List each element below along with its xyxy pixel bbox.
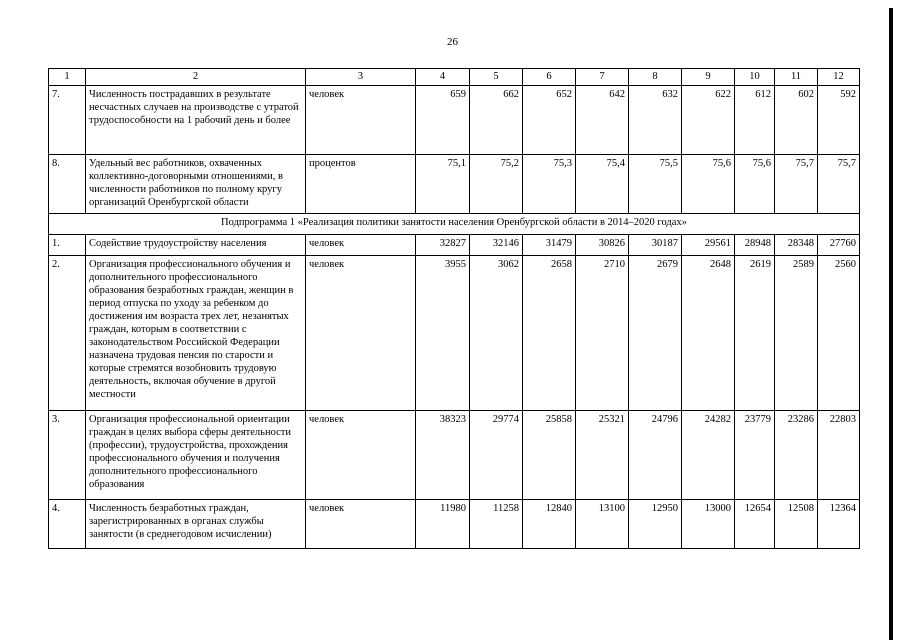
column-number-row: [49, 69, 860, 86]
unit: человек: [306, 411, 416, 500]
indicator-name: Численность безработных граждан, зарегистрированных в органах службы занятости (в среднегодовом исчислении): [86, 500, 306, 549]
value-cell: 24796: [629, 411, 682, 500]
value-cell: 12508: [775, 500, 818, 549]
value-cell: 659: [416, 86, 470, 155]
subprogram-header-row: [49, 214, 860, 235]
row-number: 2.: [49, 256, 86, 411]
value-cell: 3955: [416, 256, 470, 411]
value-cell: 2560: [818, 256, 860, 411]
value-cell: 632: [629, 86, 682, 155]
row-number: 7.: [49, 86, 86, 155]
unit: человек: [306, 500, 416, 549]
column-number: 1: [49, 69, 86, 86]
column-number: 11: [775, 69, 818, 86]
value-cell: 75,5: [629, 155, 682, 214]
value-cell: 24282: [682, 411, 735, 500]
value-cell: 23779: [735, 411, 775, 500]
subprogram-title: Подпрограмма 1 «Реализация политики занятости населения Оренбургской области в 2014–2020 годах»: [49, 214, 860, 235]
table-row: [49, 235, 860, 256]
value-cell: 75,4: [576, 155, 629, 214]
column-number: 3: [306, 69, 416, 86]
indicator-name: Удельный вес работников, охваченных коллективно-договорными отношениями, в численности работников по полному кругу организаций Оренбургской области: [86, 155, 306, 214]
value-cell: 602: [775, 86, 818, 155]
value-cell: 29561: [682, 235, 735, 256]
value-cell: 652: [523, 86, 576, 155]
indicators-table: [48, 68, 860, 549]
value-cell: 612: [735, 86, 775, 155]
value-cell: 662: [470, 86, 523, 155]
value-cell: 12840: [523, 500, 576, 549]
indicator-name: Организация профессиональной ориентации граждан в целях выбора сферы деятельности (профессии), трудоустройства, прохождения профессионального обучения и получения дополнительного профессионального образования: [86, 411, 306, 500]
value-cell: 11980: [416, 500, 470, 549]
value-cell: 2589: [775, 256, 818, 411]
value-cell: 30187: [629, 235, 682, 256]
value-cell: 642: [576, 86, 629, 155]
unit: человек: [306, 256, 416, 411]
value-cell: 25321: [576, 411, 629, 500]
value-cell: 31479: [523, 235, 576, 256]
value-cell: 75,6: [735, 155, 775, 214]
value-cell: 2619: [735, 256, 775, 411]
column-number: 10: [735, 69, 775, 86]
value-cell: 75,2: [470, 155, 523, 214]
unit: человек: [306, 235, 416, 256]
value-cell: 25858: [523, 411, 576, 500]
value-cell: 2679: [629, 256, 682, 411]
value-cell: 622: [682, 86, 735, 155]
row-number: 4.: [49, 500, 86, 549]
unit: человек: [306, 86, 416, 155]
value-cell: 2658: [523, 256, 576, 411]
column-number: 4: [416, 69, 470, 86]
value-cell: 13000: [682, 500, 735, 549]
value-cell: 32827: [416, 235, 470, 256]
value-cell: 30826: [576, 235, 629, 256]
value-cell: 12364: [818, 500, 860, 549]
indicator-name: Организация профессионального обучения и дополнительного профессионального образования безработных граждан, женщин в период отпуска по уходу за ребенком до достижения им возраста трех лет, незанятых граждан, которым в соответствии с законодательством Российской Федерации назначена трудовая пенсия по старости и которые стремятся возобновить трудовую деятельность, включая обучение в другой местности: [86, 256, 306, 411]
column-number: 7: [576, 69, 629, 86]
value-cell: 38323: [416, 411, 470, 500]
page-edge: [889, 8, 893, 640]
value-cell: 28948: [735, 235, 775, 256]
value-cell: 22803: [818, 411, 860, 500]
row-number: 3.: [49, 411, 86, 500]
column-number: 9: [682, 69, 735, 86]
value-cell: 12950: [629, 500, 682, 549]
column-number: 2: [86, 69, 306, 86]
column-number: 6: [523, 69, 576, 86]
value-cell: 28348: [775, 235, 818, 256]
column-number: 12: [818, 69, 860, 86]
value-cell: 32146: [470, 235, 523, 256]
column-number: 8: [629, 69, 682, 86]
column-number: 5: [470, 69, 523, 86]
indicator-name: Численность пострадавших в результате несчастных случаев на производстве с утратой трудоспособности на 1 рабочий день и более: [86, 86, 306, 155]
value-cell: 75,3: [523, 155, 576, 214]
table-row: [49, 155, 860, 214]
value-cell: 75,1: [416, 155, 470, 214]
value-cell: 75,7: [775, 155, 818, 214]
value-cell: 12654: [735, 500, 775, 549]
value-cell: 75,7: [818, 155, 860, 214]
value-cell: 27760: [818, 235, 860, 256]
row-number: 8.: [49, 155, 86, 214]
value-cell: 23286: [775, 411, 818, 500]
table-row: [49, 411, 860, 500]
row-number: 1.: [49, 235, 86, 256]
value-cell: 75,6: [682, 155, 735, 214]
value-cell: 592: [818, 86, 860, 155]
value-cell: 3062: [470, 256, 523, 411]
table-row: [49, 86, 860, 155]
value-cell: 29774: [470, 411, 523, 500]
table-row: [49, 256, 860, 411]
unit: процентов: [306, 155, 416, 214]
value-cell: 11258: [470, 500, 523, 549]
indicator-name: Содействие трудоустройству населения: [86, 235, 306, 256]
value-cell: 2710: [576, 256, 629, 411]
page-number: 26: [447, 36, 458, 48]
value-cell: 13100: [576, 500, 629, 549]
value-cell: 2648: [682, 256, 735, 411]
table-row: [49, 500, 860, 549]
